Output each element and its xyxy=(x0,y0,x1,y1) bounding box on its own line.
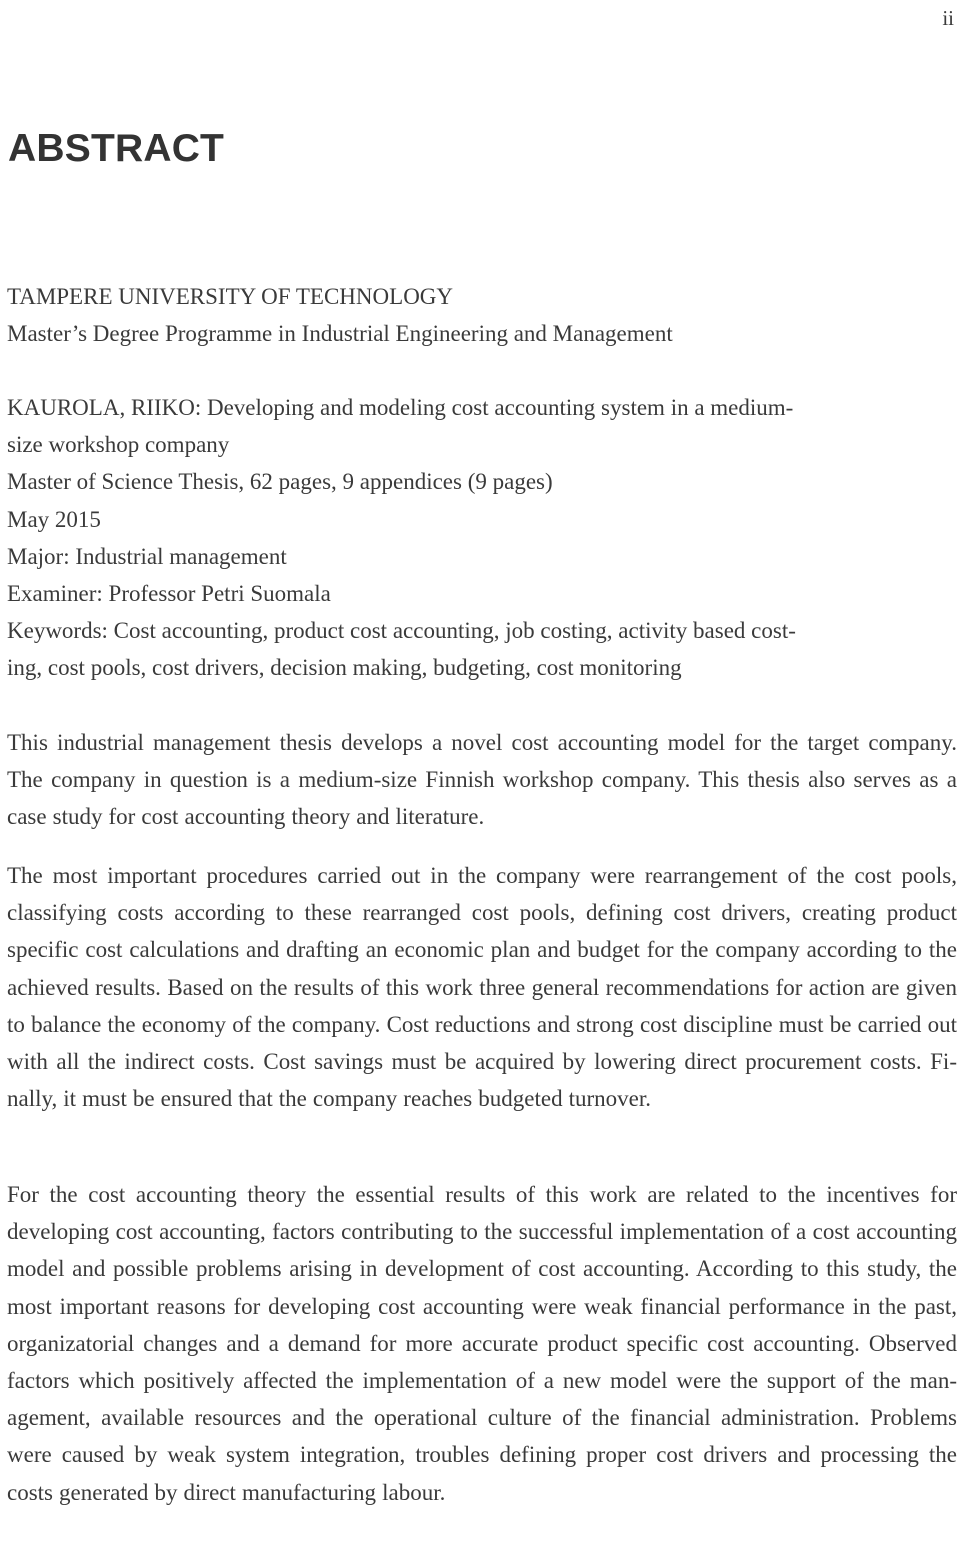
thesis-info-block xyxy=(7,389,955,687)
thesis-major: Major: Industrial management xyxy=(7,543,287,569)
keywords-line-1: Keywords: Cost accounting, product cost accounting, job costing, activity based cost- xyxy=(7,618,796,644)
keywords-line-2: ing, cost pools, cost drivers, decision making, budgeting, cost monitoring xyxy=(7,655,682,681)
degree-programme: Master’s Degree Programme in Industrial Engineering and Management xyxy=(7,321,673,347)
abstract-paragraph-theory: For the cost accounting theory the essential results of this work are related to the incentives for developing cost accounting, factors contributing to the successful implementation of a cost accounting model and possible problems arising in development of cost accounting. According to this study, the most important reasons for developing cost accounting were weak financial performance in the past, organizatorial changes and a demand for more accurate product specific cost accounting. Observed factors which positively affected the implementation of a new model were the support of the management, available resources and the operational culture of the financial administration. Problems were caused by weak system integration, troubles defining proper cost drivers and processing the costs generated by direct manufacturing labour. xyxy=(7,1182,957,1505)
abstract-paragraph-intro: This industrial management thesis develops a novel cost accounting model for the target company. The company in question is a medium-size Finnish workshop company. This thesis also serves as a case study for cost accounting theory and literature. xyxy=(7,730,957,830)
affiliation-block xyxy=(7,278,955,352)
abstract-paragraph-procedures: The most important procedures carried out in the company were rearrangement of the cost pools, classifying costs according to these rearranged cost pools, defining cost drivers, creating product specific cost calculations and drafting an economic plan and budget for the company according to the achieved results. Based on the results of this work three general recommendations for action are given to balance the economy of the company. Cost reductions and strong cost discipline must be carried out with all the indirect costs. Cost savings must be acquired by lowering direct procurement costs. Finally, it must be ensured that the company reaches budgeted turnover. xyxy=(7,863,957,1112)
thesis-date: May 2015 xyxy=(7,506,101,532)
thesis-title-line-2: size workshop company xyxy=(7,432,230,458)
abstract-heading: ABSTRACT xyxy=(8,127,225,170)
thesis-examiner: Examiner: Professor Petri Suomala xyxy=(7,581,331,607)
university-name: TAMPERE UNIVERSITY OF TECHNOLOGY xyxy=(7,284,454,309)
page-number: ii xyxy=(942,6,954,30)
thesis-type: Master of Science Thesis, 62 pages, 9 appendices (9 pages) xyxy=(7,469,553,495)
thesis-title-line-1: KAUROLA, RIIKO: Developing and modeling cost accounting system in a medium- xyxy=(7,395,794,420)
